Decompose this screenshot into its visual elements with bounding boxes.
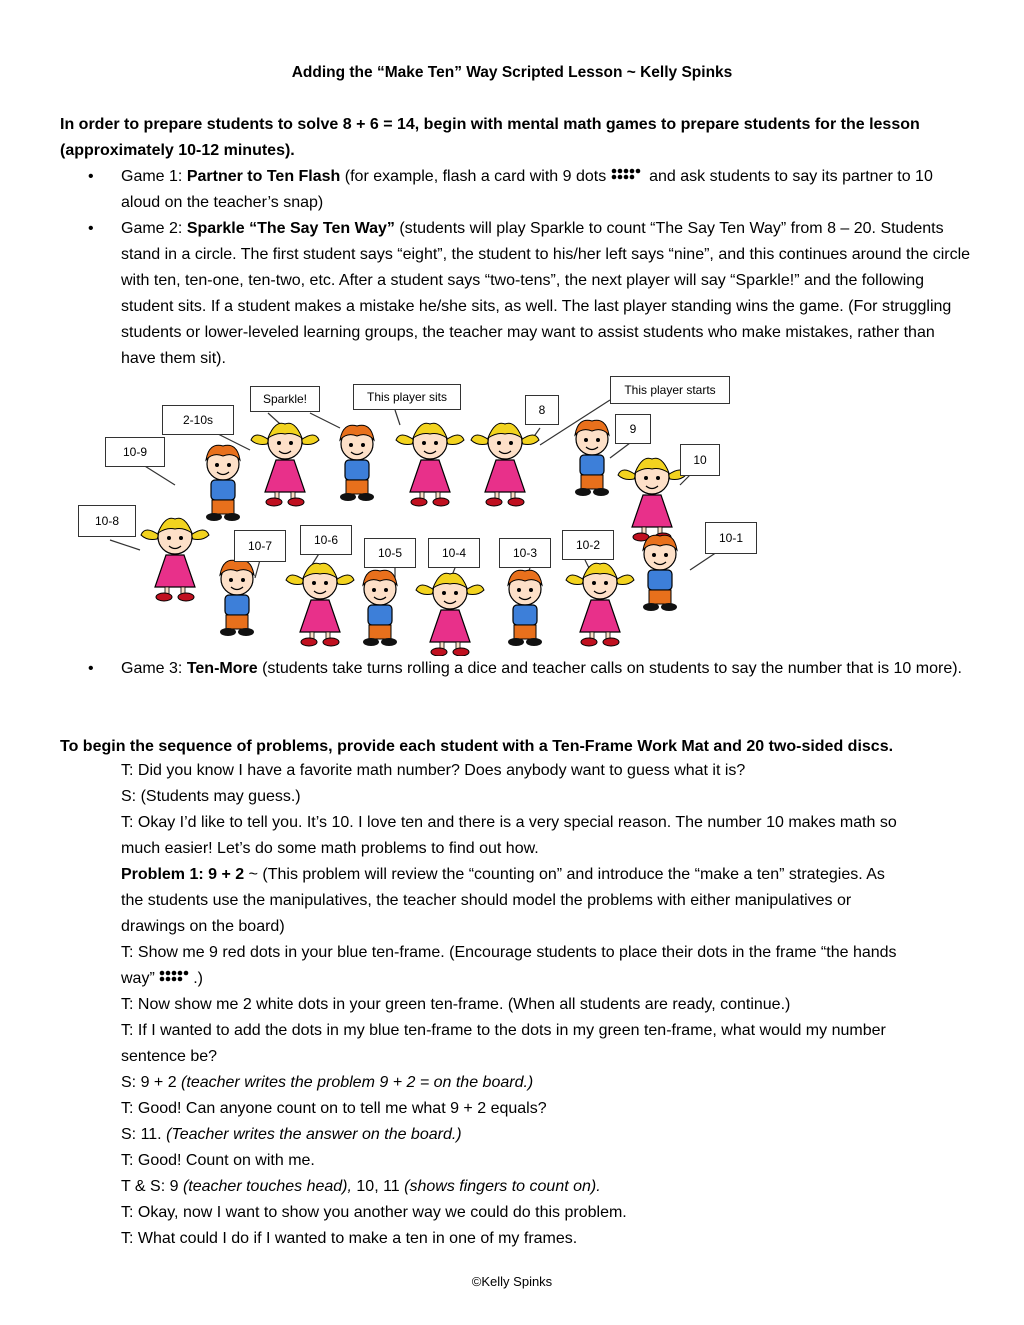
- bubble-10: 10: [680, 444, 720, 476]
- dialogue-line-part: way”: [121, 970, 160, 987]
- bubble-10-5: 10-5: [364, 538, 416, 568]
- game3-prefix: Game 3:: [121, 660, 187, 677]
- page-title: Adding the “Make Ten” Way Scripted Lesson ~ Kelly Spinks: [291, 64, 733, 81]
- dialogue-line: the students use the manipulatives, the teacher should model the problems with either manipulatives or: [121, 892, 852, 909]
- nine-dots-icon: [611, 168, 645, 180]
- student-figure: [471, 423, 539, 506]
- game1-text-b: and ask students to say its partner to 10 aloud on the teacher’s snap): [121, 168, 933, 211]
- dialogue-line-part: S: 11.: [121, 1126, 167, 1143]
- bubble-10-3: 10-3: [499, 538, 551, 568]
- dialogue-line: [121, 1126, 462, 1144]
- student-figure: [363, 570, 397, 646]
- bubble-this-player-sits: This player sits: [353, 384, 461, 410]
- game1-prefix: Game 1:: [121, 168, 187, 185]
- game2-text: (students will play Sparkle to count “The Say Ten Way” from 8 – 20. Students stand in a circle. The first student says “eight”, the student to his/her left says “nine”, and this continues around the circle with ten, ten-one, ten-two, etc. After a student says “two-tens”, the next player will say “Sparkle!” and the following student sits. If a student makes a mistake he/she sits, as well. The last player standing wins the game. (For struggling students or lower-leveled learning groups, the teacher may want to assist students who make mistakes, rather than have them sit).: [121, 220, 971, 367]
- student-figure: [206, 445, 240, 521]
- student-figure: [141, 518, 209, 601]
- dialogue-line: T: Now show me 2 white dots in your green ten-frame. (When all students are ready, continue.): [121, 996, 791, 1013]
- dialogue-line-part: 10, 11: [351, 1178, 405, 1195]
- sequence-heading: To begin the sequence of problems, provide each student with a Ten-Frame Work Mat and 20 two-sided discs.: [60, 738, 894, 755]
- nine-dots-icon: [159, 970, 193, 982]
- dialogue-line: T: Show me 9 red dots in your blue ten-frame. (Encourage students to place their dots in the frame “the hands: [121, 944, 897, 961]
- dialogue-line: [121, 1178, 601, 1196]
- dialogue-line: T: What could I do if I wanted to make a ten in one of my frames.: [121, 1230, 578, 1247]
- dialogue-line: T: Okay, now I want to show you another way we could do this problem.: [121, 1204, 627, 1221]
- dialogue-line: drawings on the board): [121, 918, 285, 935]
- bubble-10-1: 10-1: [705, 522, 757, 554]
- dialogue-line: S: (Students may guess.): [121, 788, 301, 805]
- bubble-9: 9: [615, 414, 651, 444]
- game1-name: Partner to Ten Flash: [186, 168, 341, 185]
- bubble-this-player-starts: This player starts: [610, 376, 730, 404]
- game3-name: Ten-More: [186, 660, 258, 677]
- dialogue-line: T: If I wanted to add the dots in my blue ten-frame to the dots in my green ten-frame, what would my number: [121, 1022, 886, 1039]
- dialogue-line: T: Okay I’d like to tell you. It’s 10. I love ten and there is a very special reason. The number 10 makes math so: [121, 814, 897, 831]
- game1-item: [121, 164, 971, 216]
- dialogue-line-part: (teacher writes the problem 9 + 2 = on the board.): [181, 1074, 534, 1091]
- bubble-10-2: 10-2: [562, 530, 614, 560]
- problem-1-label: Problem 1: 9 + 2: [121, 866, 245, 883]
- dialogue-line: T: Did you know I have a favorite math number? Does anybody want to guess what it is?: [121, 762, 746, 779]
- student-figure: [575, 420, 609, 496]
- bullet-game2: •: [88, 220, 94, 237]
- student-figure: [340, 425, 374, 501]
- dialogue-line: T: Good! Count on with me.: [121, 1152, 315, 1169]
- student-figure: [416, 573, 484, 656]
- page-footer: ©Kelly Spinks: [471, 1274, 553, 1289]
- dialogue-line-part: (teacher touches head),: [182, 1178, 352, 1195]
- problem-1-line: [121, 866, 885, 884]
- bubble-10-9: 10-9: [105, 437, 165, 467]
- student-figure: [643, 535, 677, 611]
- student-figure: [396, 423, 464, 506]
- dialogue-line-part: (shows fingers to count on).: [404, 1178, 601, 1195]
- problem-1-text: ~ (This problem will review the “counting on” and introduce the “make a ten” strategies. As: [244, 866, 885, 883]
- bubble-2-10s: 2-10s: [162, 405, 234, 435]
- game3-item: [121, 656, 971, 682]
- dialogue-line: [121, 970, 203, 988]
- dialogue-line-part: (Teacher writes the answer on the board.): [166, 1126, 462, 1143]
- intro-paragraph: In order to prepare students to solve 8 + 6 = 14, begin with mental math games to prepare students for the lesson (approximately 10-12 minutes).: [60, 116, 920, 159]
- bubble-10-6: 10-6: [300, 525, 352, 555]
- dialogue-line-part: T & S: 9: [121, 1178, 183, 1195]
- bubble-10-7: 10-7: [234, 530, 286, 562]
- game2-item: [121, 216, 971, 372]
- student-figure: [618, 458, 686, 541]
- dialogue-line: sentence be?: [121, 1048, 218, 1065]
- bubble-10-4: 10-4: [428, 538, 480, 568]
- student-figure: [220, 560, 254, 636]
- dialogue-line: [121, 1074, 533, 1092]
- student-figure: [566, 563, 634, 646]
- dialogue-line-part: S: 9 + 2: [121, 1074, 182, 1091]
- student-figure: [286, 563, 354, 646]
- game1-text-a: (for example, flash a card with 9 dots: [340, 168, 611, 185]
- bubble-sparkle: Sparkle!: [250, 386, 320, 412]
- game2-name: Sparkle “The Say Ten Way”: [186, 220, 395, 237]
- bullet-game1: •: [88, 168, 94, 185]
- student-figure: [508, 570, 542, 646]
- dialogue-line-part: .): [193, 970, 204, 987]
- student-figure: [251, 423, 319, 506]
- sparkle-circle-illustration: [0, 376, 1024, 656]
- bubble-10-8: 10-8: [78, 505, 136, 537]
- game2-prefix: Game 2:: [121, 220, 187, 237]
- dialogue-line: T: Good! Can anyone count on to tell me what 9 + 2 equals?: [121, 1100, 547, 1117]
- game3-text: (students take turns rolling a dice and teacher calls on students to say the number that is 10 more).: [257, 660, 962, 677]
- bullet-game3: •: [88, 660, 94, 677]
- bubble-8: 8: [525, 395, 559, 425]
- dialogue-line: much easier! Let’s do some math problems to find out how.: [121, 840, 539, 857]
